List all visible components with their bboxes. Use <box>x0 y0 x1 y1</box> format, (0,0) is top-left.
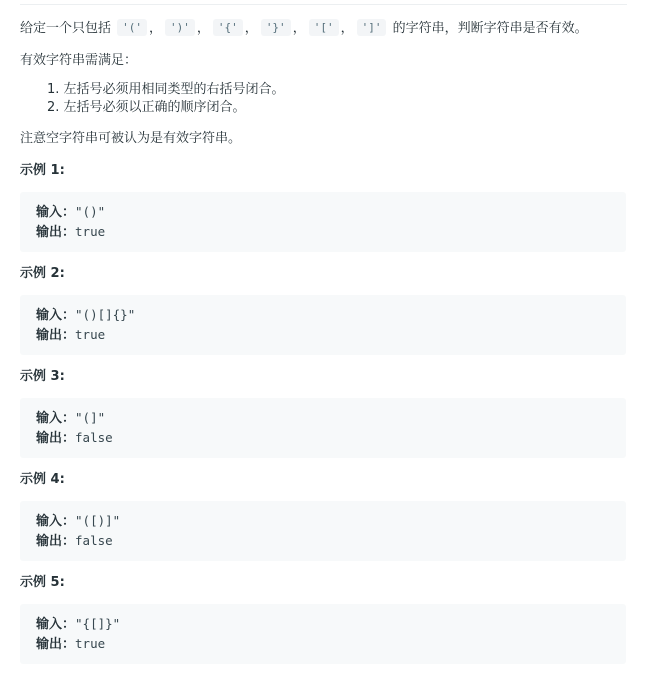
intro-sentence <box>20 18 626 40</box>
example-output-line <box>36 428 610 448</box>
output-label: 输出： <box>36 534 76 549</box>
example-input-value: "()[]{}" <box>75 307 136 322</box>
example-code-block <box>20 398 626 458</box>
example-output-value: true <box>75 327 106 342</box>
example-input-line <box>36 614 610 634</box>
example-output-value: true <box>75 636 106 651</box>
problem-content <box>20 18 626 664</box>
top-divider <box>20 4 627 5</box>
example-title: 示例 1: <box>20 163 65 178</box>
input-label: 输入： <box>36 308 76 323</box>
example-code-block <box>20 501 626 561</box>
input-label: 输入： <box>36 205 76 220</box>
bracket-code: '[' <box>309 19 339 36</box>
example-title: 示例 2: <box>20 266 65 281</box>
example-title: 示例 5: <box>20 575 65 590</box>
output-label: 输出： <box>36 431 76 446</box>
intro-separator: ， <box>340 21 354 36</box>
output-label: 输出： <box>36 225 76 240</box>
example-output-line <box>36 634 610 654</box>
example-input-line <box>36 305 610 325</box>
example-output-line <box>36 325 610 345</box>
intro-suffix: 的字符串，判断字符串是否有效。 <box>388 21 588 36</box>
output-label: 输出： <box>36 637 76 652</box>
example-output-value: false <box>75 430 113 445</box>
rule-item: 1. 左括号必须用相同类型的右括号闭合。 <box>47 82 285 97</box>
input-label: 输入： <box>36 411 76 426</box>
example-title: 示例 3: <box>20 369 65 384</box>
bracket-code: '}' <box>261 19 291 36</box>
example-title: 示例 4: <box>20 472 65 487</box>
example-input-line <box>36 511 610 531</box>
input-label: 输入： <box>36 617 76 632</box>
example-input-value: "([)]" <box>75 513 121 528</box>
empty-string-note: 注意空字符串可被认为是有效字符串。 <box>20 131 242 146</box>
bracket-code: ')' <box>165 19 195 36</box>
example-code-block <box>20 192 626 252</box>
intro-separator: ， <box>292 21 306 36</box>
intro-prefix: 给定一个只包括 <box>20 21 116 36</box>
example-code-block <box>20 604 626 664</box>
input-label: 输入： <box>36 514 76 529</box>
output-label: 输出： <box>36 328 76 343</box>
rule-item: 2. 左括号必须以正确的顺序闭合。 <box>47 100 246 115</box>
example-output-line <box>36 531 610 551</box>
example-input-value: "{[]}" <box>75 616 121 631</box>
bracket-code: ']' <box>357 19 387 36</box>
example-input-value: "(]" <box>75 410 106 425</box>
intro-separator: ， <box>149 21 163 36</box>
example-code-block <box>20 295 626 355</box>
example-output-line <box>36 222 610 242</box>
bracket-code: '{' <box>213 19 243 36</box>
example-input-line <box>36 408 610 428</box>
validity-heading: 有效字符串需满足： <box>20 53 138 68</box>
example-input-value: "()" <box>75 204 106 219</box>
intro-separator: ， <box>196 21 210 36</box>
bracket-code: '(' <box>117 19 147 36</box>
intro-separator: ， <box>244 21 258 36</box>
rules-list <box>20 81 626 117</box>
example-output-value: true <box>75 224 106 239</box>
example-input-line <box>36 202 610 222</box>
example-output-value: false <box>75 533 113 548</box>
